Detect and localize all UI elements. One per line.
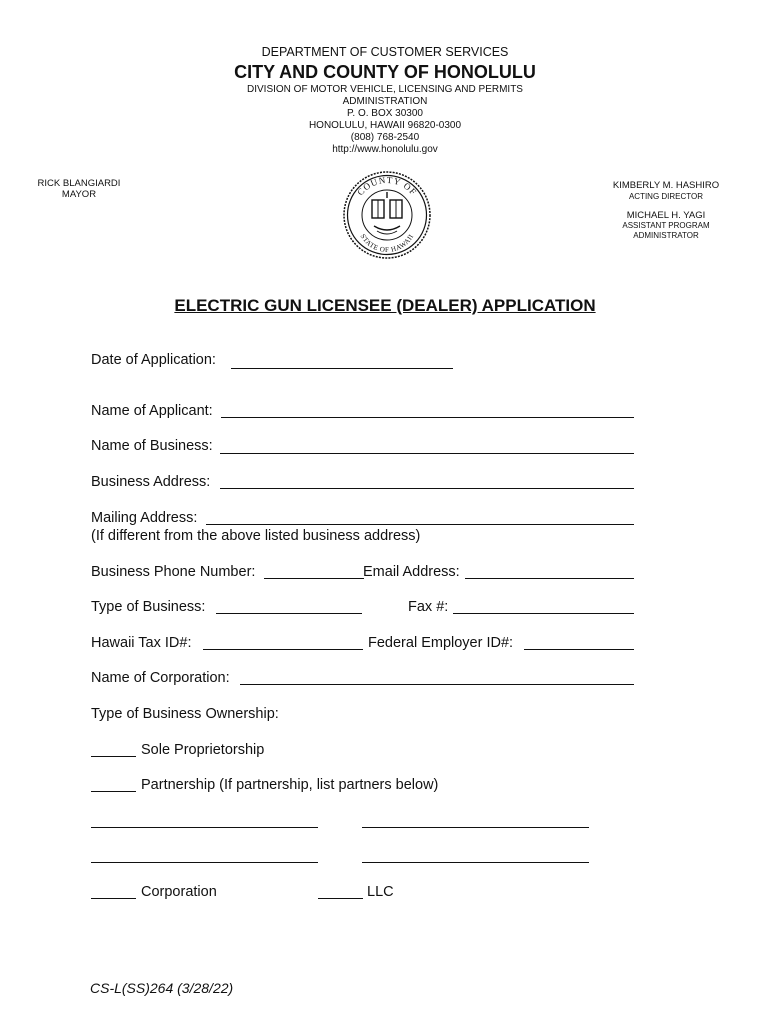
hawaii-tax-id-field[interactable] [203,649,363,650]
city-name: CITY AND COUNTY OF HONOLULU [234,62,536,82]
partner-4-field[interactable] [362,862,589,863]
date-of-application-field[interactable] [231,368,453,369]
type-of-ownership-label: Type of Business Ownership: [91,706,279,722]
mailing-address-note: (If different from the above listed business address) [91,528,421,544]
federal-employer-id-field[interactable] [524,649,634,650]
seal-bottom-text: STATE OF HAWAII [358,232,416,255]
type-of-business-field[interactable] [216,613,362,614]
name-of-business-field[interactable] [220,453,634,454]
mayor-name: RICK BLANGIARDI [37,178,121,189]
name-of-applicant-field[interactable] [221,417,634,418]
business-phone-label: Business Phone Number: [91,564,256,580]
administration-line: ADMINISTRATION [342,96,428,107]
sole-proprietorship-check-field[interactable] [91,756,136,757]
name-of-corporation-label: Name of Corporation: [91,670,230,686]
name-of-business-label: Name of Business: [91,438,213,454]
division-name: DIVISION OF MOTOR VEHICLE, LICENSING AND PERMITS [247,84,523,95]
business-address-label: Business Address: [91,474,211,490]
name-of-applicant-label: Name of Applicant: [91,403,213,419]
fax-field[interactable] [453,613,634,614]
date-of-application-label: Date of Application: [91,352,216,368]
type-of-business-label: Type of Business: [91,599,206,615]
business-phone-field[interactable] [264,578,364,579]
partner-3-field[interactable] [91,862,318,863]
partner-2-field[interactable] [362,827,589,828]
administrator-title-line-2: ADMINISTRATOR [633,231,699,240]
po-box: P. O. BOX 30300 [347,108,423,119]
administrator-title-line-1: ASSISTANT PROGRAM [622,221,710,230]
email-address-field[interactable] [465,578,634,579]
business-address-field[interactable] [220,488,634,489]
form-code: CS-L(SS)264 (3/28/22) [90,980,234,996]
form-title: ELECTRIC GUN LICENSEE (DEALER) APPLICATION [174,296,596,315]
hawaii-tax-id-label: Hawaii Tax ID#: [91,635,192,651]
department-name: DEPARTMENT OF CUSTOMER SERVICES [261,45,509,59]
administrator-name: MICHAEL H. YAGI [626,210,706,221]
partner-1-field[interactable] [91,827,318,828]
website-link[interactable]: http://www.honolulu.gov [332,144,438,155]
sole-proprietorship-label: Sole Proprietorship [141,742,265,758]
federal-employer-id-label: Federal Employer ID#: [368,635,514,651]
email-address-label: Email Address: [363,564,460,580]
llc-label: LLC [367,884,394,900]
svg-text:STATE OF HAWAII [359,233,416,254]
corporation-check-field[interactable] [91,898,136,899]
city-seal-icon [341,170,433,260]
seal-top-text: COUNTY OF [355,174,419,198]
phone-number: (808) 768-2540 [350,132,420,143]
city-zip: HONOLULU, HAWAII 96820-0300 [308,120,462,131]
director-name: KIMBERLY M. HASHIRO [612,180,720,191]
partnership-label: Partnership (If partnership, list partners below) [141,777,439,793]
name-of-corporation-field[interactable] [240,684,634,685]
llc-check-field[interactable] [318,898,363,899]
partnership-check-field[interactable] [91,791,136,792]
corporation-label: Corporation [141,884,217,900]
mayor-title: MAYOR [61,189,97,200]
mailing-address-field[interactable] [206,524,634,525]
mailing-address-label: Mailing Address: [91,510,198,526]
director-title: ACTING DIRECTOR [628,192,704,201]
director-block [603,180,729,241]
mayor-block [24,178,134,200]
fax-label: Fax #: [408,599,449,615]
